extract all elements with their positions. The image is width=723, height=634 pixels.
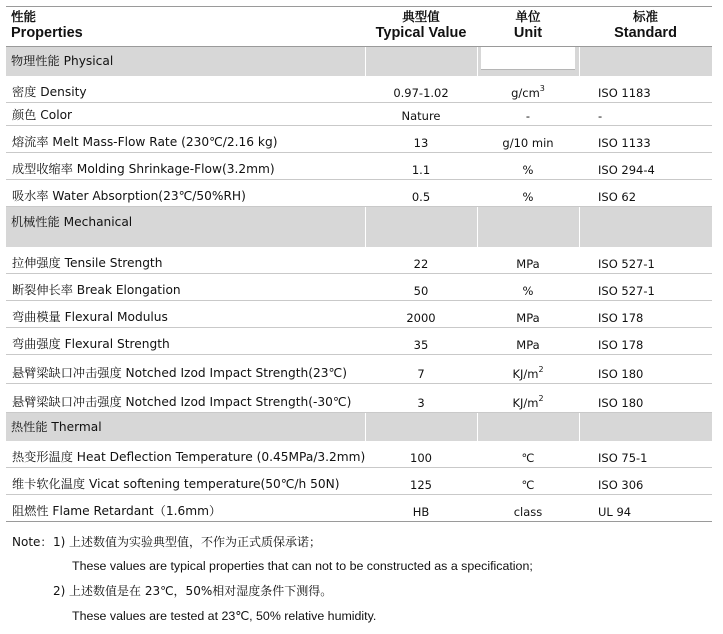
unit: MPa (477, 247, 579, 274)
unit: class (477, 495, 579, 522)
unit-superscript: 3 (539, 84, 545, 93)
unit-superscript: 2 (538, 394, 544, 403)
header-properties-zh: 性能 (6, 7, 365, 26)
note-1-zh: 上述数值为实验典型值，不作为正式质保承诺； (69, 535, 322, 549)
table-row (6, 153, 712, 180)
unit-text: KJ/m (512, 367, 539, 381)
section-cell (579, 47, 712, 77)
property-name: 弯曲模量 Flexural Modulus (6, 301, 365, 328)
standard: ISO 527-1 (579, 247, 712, 274)
header-properties-en: Properties (6, 25, 365, 47)
section-cell (365, 47, 477, 77)
table-row (6, 495, 712, 522)
standard: ISO 180 (579, 355, 712, 384)
note-1-marker: 1) (53, 535, 66, 549)
section-unit-cell (477, 47, 579, 77)
property-name: 热变形温度 Heat Deflection Temperature (0.45MPa/3.2mm) (6, 441, 365, 468)
property-name: 颜色 Color (6, 103, 365, 126)
header-unit-en: Unit (477, 25, 579, 47)
standard: - (579, 103, 712, 126)
table-row (6, 355, 712, 384)
table-row (6, 76, 712, 103)
header-row-zh (6, 7, 712, 26)
property-name: 弯曲强度 Flexural Strength (6, 328, 365, 355)
property-name: 吸水率 Water Absorption(23℃/50%RH) (6, 180, 365, 207)
table-row (6, 274, 712, 301)
header-row-en (6, 25, 712, 47)
unit: - (477, 103, 579, 126)
section-cell (477, 207, 579, 248)
property-name: 维卡软化温度 Vicat softening temperature(50℃/h 50N) (6, 468, 365, 495)
typical-value: 0.97-1.02 (365, 76, 477, 103)
property-name: 成型收缩率 Molding Shrinkage-Flow(3.2mm) (6, 153, 365, 180)
table-row (6, 441, 712, 468)
standard: UL 94 (579, 495, 712, 522)
section-thermal (6, 413, 712, 442)
unit: % (477, 180, 579, 207)
unit (477, 76, 579, 103)
typical-value: 7 (365, 355, 477, 384)
header-standard-zh: 标准 (579, 7, 712, 26)
section-cell (365, 207, 477, 248)
unit-text: KJ/m (512, 396, 539, 410)
typical-value: 13 (365, 126, 477, 153)
unit: ℃ (477, 468, 579, 495)
properties-sheet (6, 6, 712, 522)
section-mechanical (6, 207, 712, 248)
typical-value: HB (365, 495, 477, 522)
table-row (6, 468, 712, 495)
table-row (6, 328, 712, 355)
section-cell (477, 413, 579, 442)
note-1-en: These values are typical properties that can not to be constructed as a specification; (72, 559, 533, 573)
unit: ℃ (477, 441, 579, 468)
table-row (6, 301, 712, 328)
note-2-en: These values are tested at 23℃, 50% relative humidity. (72, 609, 377, 623)
typical-value: 125 (365, 468, 477, 495)
section-cell (365, 413, 477, 442)
typical-value: 2000 (365, 301, 477, 328)
typical-value: 22 (365, 247, 477, 274)
header-typical-value-en: Typical Value (365, 25, 477, 47)
typical-value: 35 (365, 328, 477, 355)
typical-value: 100 (365, 441, 477, 468)
header-unit-zh: 单位 (477, 7, 579, 26)
unit: % (477, 153, 579, 180)
table-row (6, 247, 712, 274)
typical-value: Nature (365, 103, 477, 126)
note-label: Note： (12, 535, 53, 549)
unit: g/10 min (477, 126, 579, 153)
property-name: 阻燃性 Flame Retardant（1.6mm） (6, 495, 365, 522)
unit: MPa (477, 328, 579, 355)
unit: MPa (477, 301, 579, 328)
standard: ISO 1133 (579, 126, 712, 153)
typical-value: 0.5 (365, 180, 477, 207)
typical-value: 50 (365, 274, 477, 301)
property-name: 悬臂梁缺口冲击强度 Notched Izod Impact Strength(23℃) (6, 355, 365, 384)
unit-superscript: 2 (538, 365, 544, 374)
typical-value: 1.1 (365, 153, 477, 180)
properties-table (6, 6, 712, 522)
unit-text: g/cm (511, 86, 540, 100)
section-title-physical: 物理性能 Physical (6, 47, 365, 77)
unit (477, 355, 579, 384)
unit: % (477, 274, 579, 301)
standard: ISO 527-1 (579, 274, 712, 301)
standard: ISO 62 (579, 180, 712, 207)
header-standard-en: Standard (579, 25, 712, 47)
section-cell (579, 207, 712, 248)
standard: ISO 306 (579, 468, 712, 495)
table-row (6, 180, 712, 207)
table-row (6, 103, 712, 126)
property-name: 拉伸强度 Tensile Strength (6, 247, 365, 274)
standard: ISO 180 (579, 384, 712, 413)
standard: ISO 294-4 (579, 153, 712, 180)
note-2-zh: 上述数值是在 23℃，50%相对湿度条件下测得。 (69, 584, 333, 598)
standard: ISO 1183 (579, 76, 712, 103)
property-name: 悬臂梁缺口冲击强度 Notched Izod Impact Strength(-30℃) (6, 384, 365, 413)
note-2-marker: 2) (53, 584, 66, 598)
section-cell (579, 413, 712, 442)
property-name: 密度 Density (6, 76, 365, 103)
standard: ISO 178 (579, 328, 712, 355)
typical-value: 3 (365, 384, 477, 413)
table-row (6, 126, 712, 153)
section-title-thermal: 热性能 Thermal (6, 413, 365, 442)
header-typical-value-zh: 典型值 (365, 7, 477, 26)
section-title-mechanical: 机械性能 Mechanical (6, 207, 365, 248)
unit (477, 384, 579, 413)
property-name: 熔流率 Melt Mass-Flow Rate (230℃/2.16 kg) (6, 126, 365, 153)
standard: ISO 75-1 (579, 441, 712, 468)
standard: ISO 178 (579, 301, 712, 328)
section-physical (6, 47, 712, 77)
property-name: 断裂伸长率 Break Elongation (6, 274, 365, 301)
table-row (6, 384, 712, 413)
